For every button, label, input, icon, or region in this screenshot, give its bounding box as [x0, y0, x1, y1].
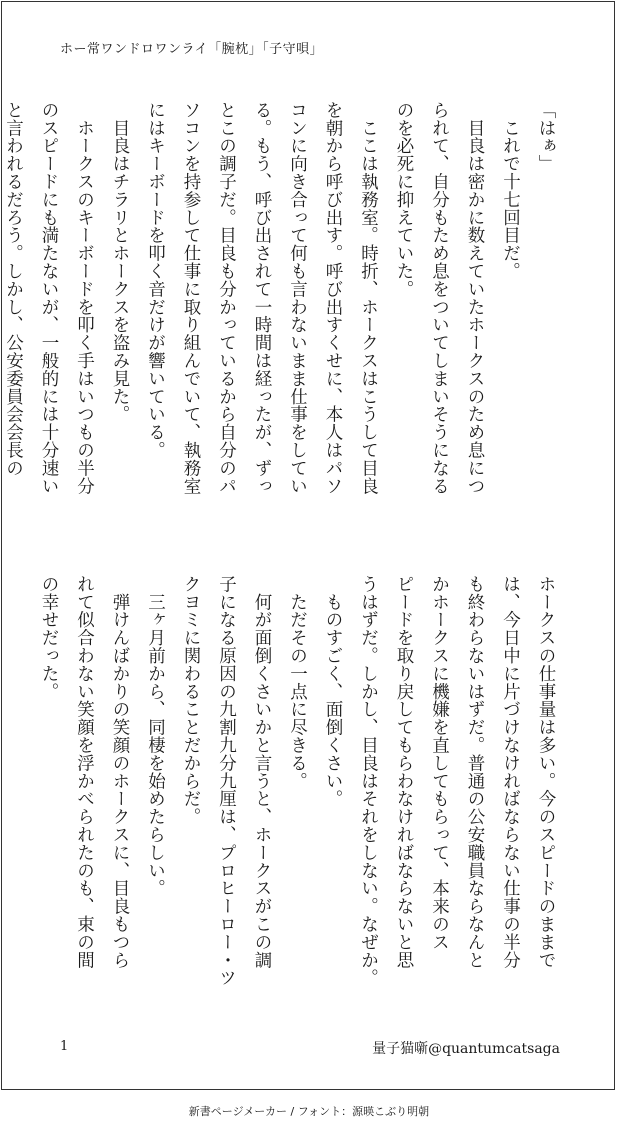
text-line: と言われるだろう。しかし、公安委員会会長の: [3, 101, 24, 477]
text-line: [0, 575, 31, 1005]
text-line: ピードを取り戻してもらわなければならないと思: [394, 575, 414, 969]
text-line: かホークスに機嫌を直してもらって、本来のス: [429, 575, 450, 951]
upper-text-block: [0, 101, 563, 531]
header-title: ホー常ワンドロワンライ「腕枕」「子守唄」: [60, 42, 324, 57]
text-line: コンに向き合って何も言わないまま仕事をしてい: [287, 101, 308, 495]
text-line: ソコンを持参して仕事に取り組んでいて、執務室: [181, 101, 201, 495]
text-line: れて似合わない笑顔を浮かべられたのも、束の間: [74, 575, 95, 969]
text-line: を朝から呼び出す。呼び出すくせに、本人はパソ: [323, 101, 343, 495]
text-line: ホークスの仕事量は多い。今のスピードのままで: [536, 575, 556, 969]
text-line: とこの調子だ。目良も分かっているから自分のパ: [216, 101, 237, 495]
text-line: のスピードにも満たないが、一般的には十分速い: [39, 101, 59, 495]
text-line: 何が面倒くさいかと言うと、ホークスがこの調: [252, 575, 272, 969]
text-line: ただその一点に尽きる。: [287, 575, 308, 790]
author-credit: 量子猫噺@quantumcatsaga: [372, 1041, 560, 1057]
text-line: 弾けんばかりの笑顔のホークスに、目良もつら: [110, 575, 130, 969]
generator-credit: 新書ページメーカー / フォント：源暎こぶり明朝: [188, 1105, 430, 1118]
text-line: ここは執務室。時折、ホークスはこうして目良: [358, 101, 379, 495]
text-line: これで十七回目だ。: [500, 101, 521, 280]
lower-text-block: [0, 575, 563, 1005]
text-line: は、今日中に片づけなければならない仕事の半分: [500, 575, 521, 969]
text-line: の幸せだった。: [39, 575, 59, 701]
text-line: ホークスのキーボードを叩く手はいつもの半分: [74, 101, 95, 495]
text-line: うはずだ。しかし、目良はそれをしない。なぜか。: [358, 575, 379, 987]
text-line: にはキーボードを叩く音だけが響いている。: [145, 101, 166, 459]
text-line: 目良はチラリとホークスを盗み見た。: [110, 101, 130, 424]
text-line: ものすごく、面倒くさい。: [323, 575, 343, 808]
text-line: 子になる原因の九割九分九厘は、プロヒーロー・ツ: [216, 575, 237, 987]
text-line: 三ヶ月前から、同棲を始めたらしい。: [145, 575, 166, 898]
page-frame: [1, 1, 615, 1090]
text-line: クヨミに関わることだからだ。: [181, 575, 201, 826]
text-line: も終わらないはずだ。普通の公安職員ならなんと: [465, 575, 485, 969]
page-number: 1: [60, 1039, 69, 1054]
text-line: のを必死に抑えていた。: [394, 101, 414, 298]
text-line: られて、自分もため息をついてしまいそうになる: [429, 101, 450, 495]
text-line: 目良は密かに数えていたホークスのため息につ: [465, 101, 485, 495]
text-line: る。もう、呼び出されて一時間は経ったが、ずっ: [252, 101, 272, 495]
text-line: 「はぁ」: [536, 101, 556, 173]
